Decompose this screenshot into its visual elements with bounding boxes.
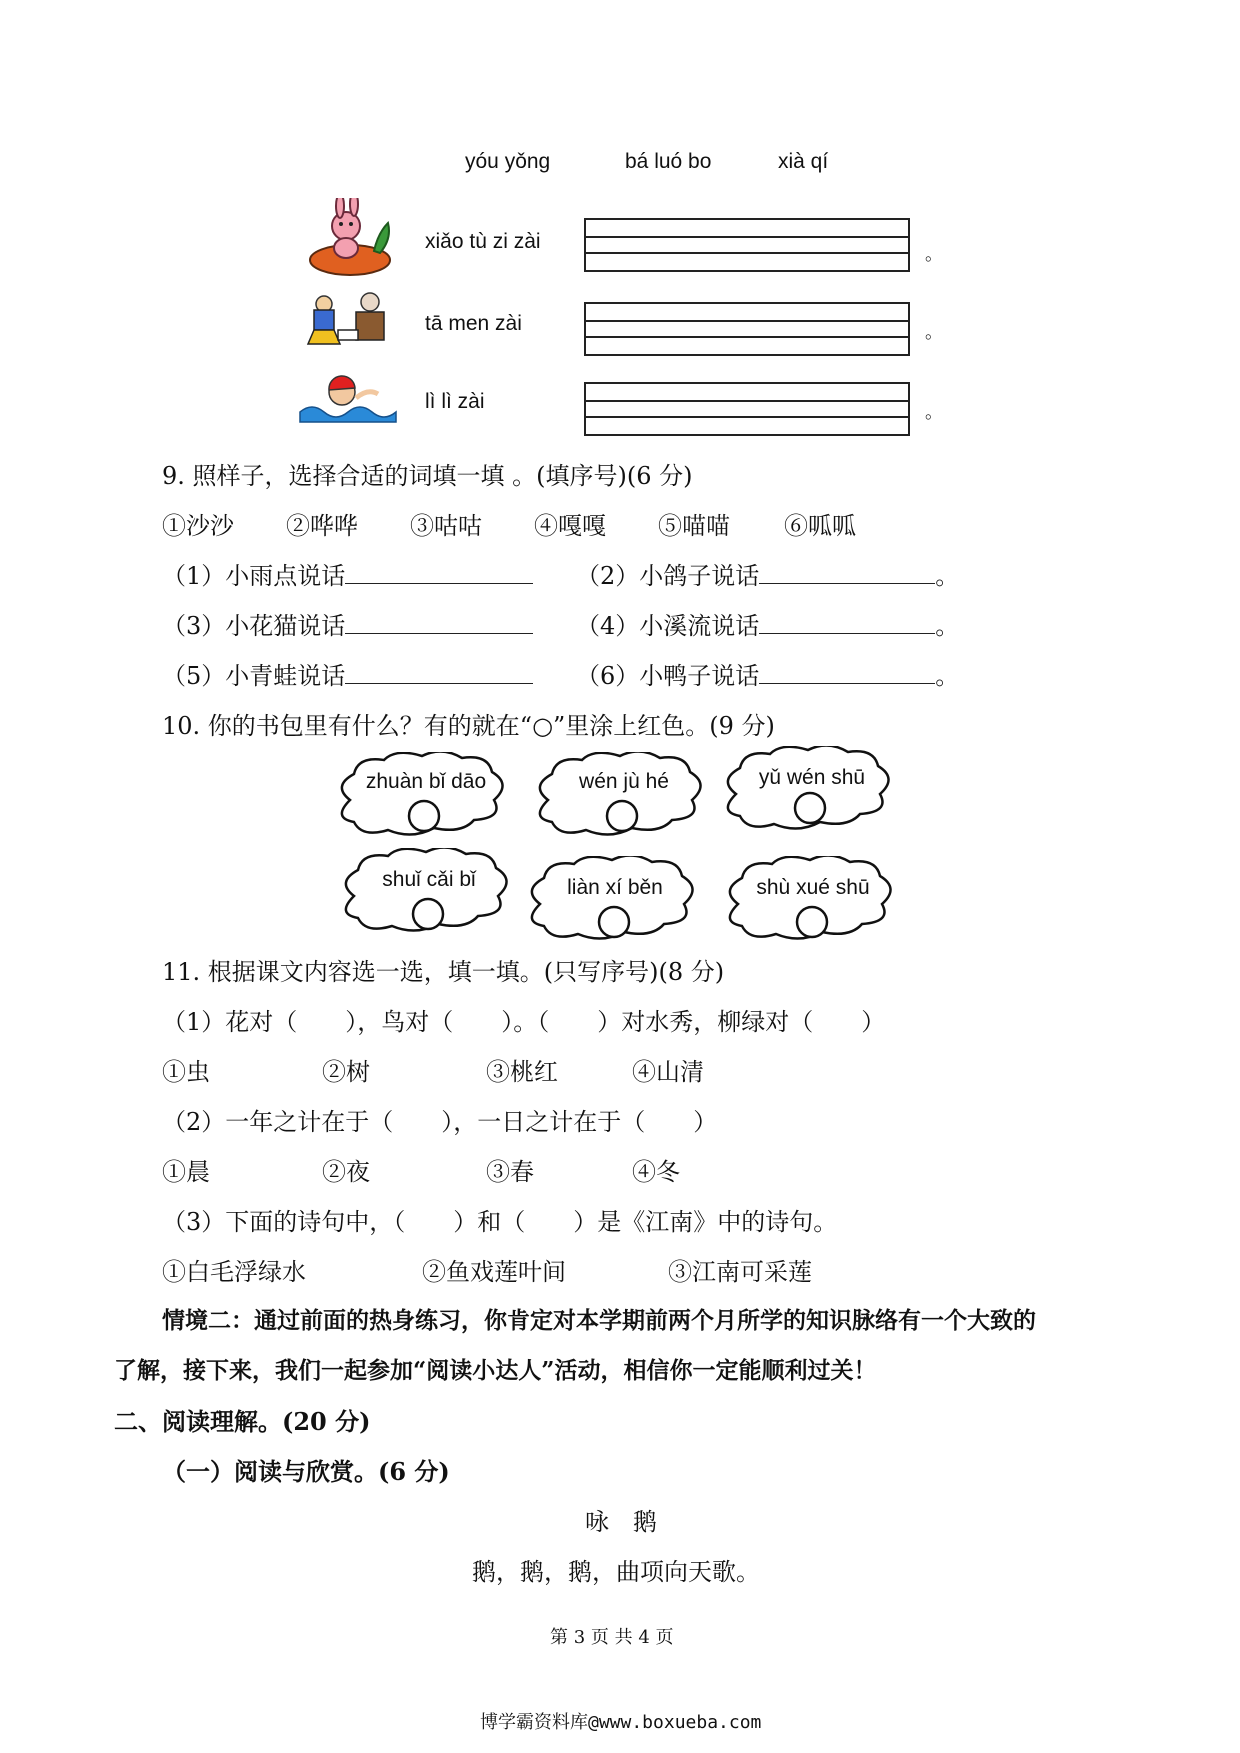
- option: ④山清: [632, 1058, 704, 1086]
- option: ②哗哗: [286, 512, 358, 540]
- q9-item: （6）小鸭子说话 。: [576, 662, 960, 690]
- color-circle[interactable]: [409, 801, 439, 831]
- q9-item: （5）小青蛙说话: [162, 656, 533, 691]
- q9-item: （2）小鸽子说话 。: [576, 562, 960, 590]
- sentence-pinyin: lì lì zài: [425, 390, 485, 413]
- question-10-title: 10. 你的书包里有什么？有的就在“○”里涂上红色。(9 分): [162, 712, 775, 740]
- option: ②夜: [322, 1158, 370, 1186]
- page-number: 第 3 页 共 4 页: [550, 1627, 674, 1648]
- option: ①白毛浮绿水: [162, 1258, 306, 1286]
- section-2-heading: 二、阅读理解。(20 分): [114, 1407, 371, 1436]
- option: ③桃红: [486, 1058, 558, 1086]
- rabbit-carrot-icon: [300, 198, 400, 280]
- sentence-end: 。: [925, 244, 943, 265]
- answer-blank[interactable]: [759, 611, 935, 634]
- q9-item: （3）小花猫说话: [162, 606, 533, 641]
- option: ⑥呱呱: [784, 512, 856, 540]
- pinyin-word-3: xià qí: [778, 150, 829, 173]
- option: ①沙沙: [162, 512, 234, 540]
- writing-lines[interactable]: [584, 302, 910, 356]
- cloud-label: yǔ wén shū: [758, 766, 866, 789]
- q9-item: （1）小雨点说话: [162, 556, 533, 591]
- color-circle[interactable]: [607, 801, 637, 831]
- answer-blank[interactable]: [345, 561, 533, 584]
- question-11-title: 11. 根据课文内容选一选，填一填。(只写序号)(8 分): [162, 958, 725, 986]
- answer-blank[interactable]: [345, 611, 533, 634]
- color-circle[interactable]: [797, 907, 827, 937]
- cloud-label: wén jù hé: [579, 770, 669, 793]
- q11-part-2: （2）一年之计在于（ ），一日之计在于（ ）: [162, 1108, 718, 1136]
- writing-lines[interactable]: [584, 382, 910, 436]
- cloud-item: [520, 856, 710, 944]
- sentence-end: 。: [925, 402, 943, 423]
- q11-part-3: （3）下面的诗句中，（ ）和（ ）是《江南》中的诗句。: [162, 1208, 838, 1236]
- option: ①晨: [162, 1158, 210, 1186]
- option: ③江南可采莲: [668, 1258, 812, 1286]
- answer-blank[interactable]: [345, 661, 533, 684]
- color-circle[interactable]: [795, 793, 825, 823]
- pinyin-word-2: bá luó bo: [625, 150, 712, 173]
- scenario-line-1: 情境二：通过前面的热身练习，你肯定对本学期前两个月所学的知识脉络有一个大致的: [162, 1307, 1036, 1334]
- watermark: 博学霸资料库@www.boxueba.com: [480, 1712, 762, 1733]
- option: ⑤喵喵: [658, 512, 730, 540]
- cloud-item: [718, 856, 908, 944]
- cloud-item: [330, 752, 520, 840]
- subsection-1-heading: （一）阅读与欣赏。(6 分): [162, 1457, 450, 1486]
- cloud-label: shuǐ cǎi bǐ: [382, 868, 476, 891]
- option: ③春: [486, 1158, 534, 1186]
- color-circle[interactable]: [599, 907, 629, 937]
- scenario-line-2: 了解，接下来，我们一起参加“阅读小达人”活动，相信你一定能顺利过关！: [114, 1357, 877, 1384]
- cloud-label: shù xué shū: [756, 876, 870, 899]
- q11-part-1: （1）花对（ ），鸟对（ ）。（ ）对水秀，柳绿对（ ）: [162, 1008, 886, 1036]
- cloud-label: liàn xí běn: [567, 876, 663, 899]
- poem-line: 鹅，鹅，鹅，曲项向天歌。: [472, 1558, 760, 1586]
- cloud-item: [528, 752, 718, 840]
- sentence-pinyin: xiǎo tù zi zài: [425, 230, 541, 253]
- option: ③咕咕: [410, 512, 482, 540]
- option: ②鱼戏莲叶间: [422, 1258, 566, 1286]
- option: ④冬: [632, 1158, 680, 1186]
- sentence-pinyin: tā men zài: [425, 312, 522, 335]
- option: ④嘎嘎: [534, 512, 606, 540]
- question-9-title: 9. 照样子，选择合适的词填一填 。(填序号)(6 分): [162, 462, 693, 490]
- cloud-label: zhuàn bǐ dāo: [365, 770, 487, 793]
- answer-blank[interactable]: [759, 561, 935, 584]
- cloud-item: [334, 848, 524, 936]
- answer-blank[interactable]: [759, 661, 935, 684]
- writing-lines[interactable]: [584, 218, 910, 272]
- option: ②树: [322, 1058, 370, 1086]
- sentence-end: 。: [925, 322, 943, 343]
- poem-title: 咏 鹅: [585, 1508, 657, 1536]
- cloud-item: [716, 746, 906, 834]
- option: ①虫: [162, 1058, 210, 1086]
- chess-players-icon: [304, 290, 396, 352]
- swimmer-icon: [298, 368, 398, 426]
- q9-item: （4）小溪流说话 。: [576, 612, 960, 640]
- pinyin-word-1: yóu yǒng: [465, 150, 551, 173]
- color-circle[interactable]: [413, 899, 443, 929]
